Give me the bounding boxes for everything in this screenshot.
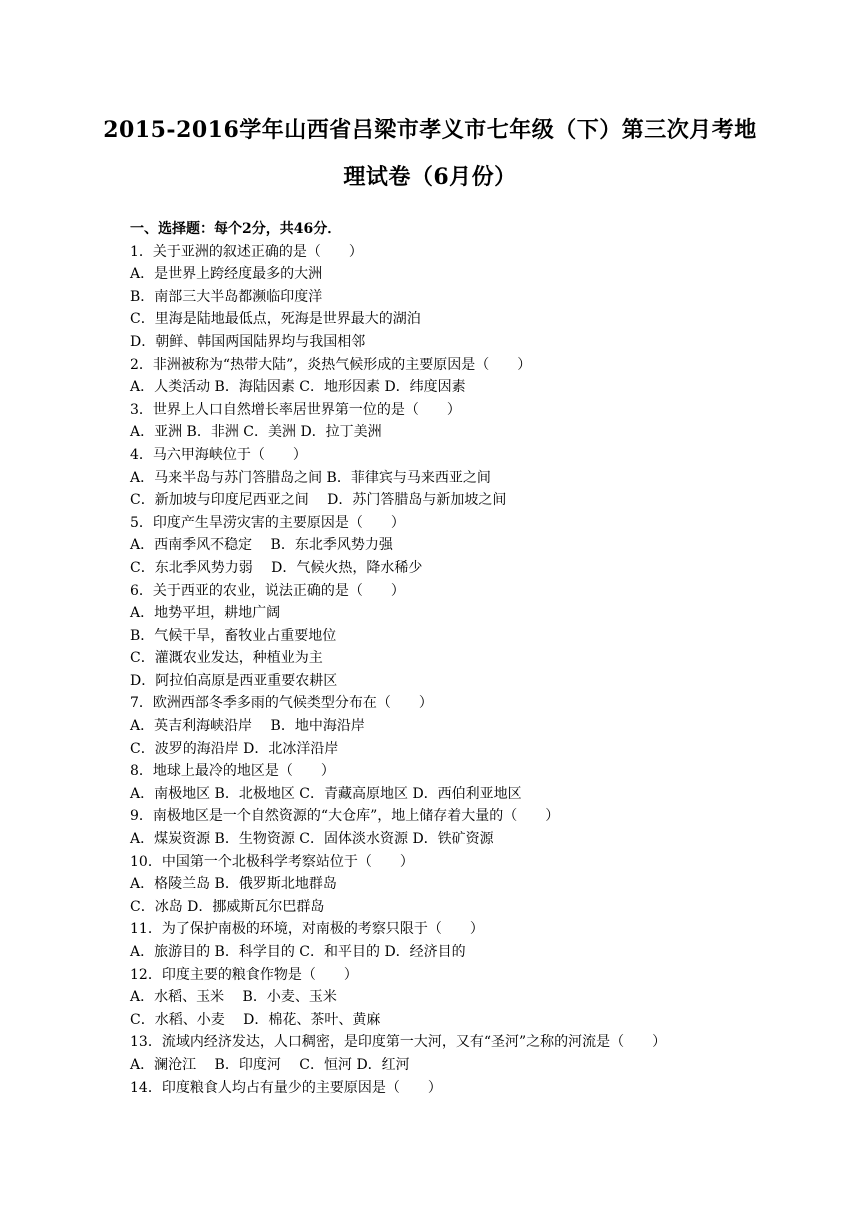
option-line: C．水稻、小麦 D．棉花、茶叶、黄麻 bbox=[130, 1011, 381, 1028]
option-line: A．是世界上跨经度最多的大洲 bbox=[130, 266, 323, 283]
question-line: 13．流域内经济发达，人口稠密，是印度第一大河，又有“圣河”之称的河流是（ ） bbox=[130, 1034, 667, 1051]
option-line: D．朝鲜、韩国两国陆界均与我国相邻 bbox=[130, 333, 366, 350]
option-line: C．新加坡与印度尼西亚之间 D．苏门答腊岛与新加坡之间 bbox=[130, 492, 507, 509]
option-line: A．旅游目的 B．科学目的 C．和平目的 D．经济目的 bbox=[130, 944, 466, 960]
question-line: 5．印度产生旱涝灾害的主要原因是（ ） bbox=[130, 514, 405, 531]
exam-title-line-1: 2015-2016学年山西省吕梁市孝义市七年级（下）第三次月考地 bbox=[103, 117, 757, 143]
option-line: B．气候干旱，畜牧业占重要地位 bbox=[130, 627, 337, 644]
option-line: A．马来半岛与苏门答腊岛之间 B．菲律宾与马来西亚之间 bbox=[130, 469, 491, 486]
section-heading: 一、选择题：每个2分，共46分． bbox=[130, 221, 342, 237]
option-line: A．人类活动 B．海陆因素 C．地形因素 D．纬度因素 bbox=[130, 379, 466, 396]
option-line: C．灌溉农业发达，种植业为主 bbox=[130, 650, 323, 667]
option-line: A．西南季风不稳定 B．东北季风势力强 bbox=[130, 537, 393, 554]
option-line: C．波罗的海沿岸 D．北冰洋沿岸 bbox=[130, 740, 339, 757]
option-line: A．地势平坦，耕地广阔 bbox=[130, 605, 281, 622]
question-line: 12．印度主要的粮食作物是（ ） bbox=[130, 966, 358, 983]
option-line: A．煤炭资源 B．生物资源 C．固体淡水资源 D．铁矿资源 bbox=[130, 831, 494, 848]
question-line: 2．非洲被称为“热带大陆”，炎热气候形成的主要原因是（ ） bbox=[130, 356, 532, 373]
option-line: C．里海是陆地最低点，死海是世界最大的湖泊 bbox=[130, 311, 421, 328]
question-line: 9．南极地区是一个自然资源的“大仓库”，地上储存着大量的（ ） bbox=[130, 808, 560, 825]
option-line: A．亚洲 B．非洲 C．美洲 D．拉丁美洲 bbox=[130, 424, 382, 441]
exam-title-line-2: 理试卷（6月份） bbox=[343, 164, 517, 190]
question-line: 14．印度粮食人均占有量少的主要原因是（ ） bbox=[130, 1079, 442, 1096]
option-line: A．澜沧江 B．印度河 C．恒河 D．红河 bbox=[130, 1056, 410, 1073]
option-line: A．英吉利海峡沿岸 B．地中海沿岸 bbox=[130, 718, 365, 735]
option-line: D．阿拉伯高原是西亚重要农耕区 bbox=[130, 672, 338, 689]
option-line: C．东北季风势力弱 D．气候火热，降水稀少 bbox=[130, 559, 423, 576]
question-line: 1．关于亚洲的叙述正确的是（ ） bbox=[130, 243, 363, 260]
option-line: A．南极地区 B．北极地区 C．青藏高原地区 D．西伯利亚地区 bbox=[130, 785, 522, 802]
question-line: 10．中国第一个北极科学考察站位于（ ） bbox=[130, 853, 414, 870]
question-line: 11．为了保护南极的环境，对南极的考察只限于（ ） bbox=[130, 921, 484, 938]
option-line: A．水稻、玉米 B．小麦、玉米 bbox=[130, 989, 337, 1006]
question-line: 8．地球上最冷的地区是（ ） bbox=[130, 763, 335, 780]
option-line: A．格陵兰岛 B．俄罗斯北地群岛 bbox=[130, 876, 337, 893]
question-line: 7．欧洲西部冬季多雨的气候类型分布在（ ） bbox=[130, 695, 433, 712]
question-line: 3．世界上人口自然增长率居世界第一位的是（ ） bbox=[130, 401, 461, 418]
exam-content bbox=[130, 218, 790, 1099]
option-line: B．南部三大半岛都濒临印度洋 bbox=[130, 288, 323, 305]
question-line: 4．马六甲海峡位于（ ） bbox=[130, 446, 307, 463]
option-line: C．冰岛 D．挪威斯瓦尔巴群岛 bbox=[130, 898, 325, 915]
question-line: 6．关于西亚的农业，说法正确的是（ ） bbox=[130, 582, 405, 599]
